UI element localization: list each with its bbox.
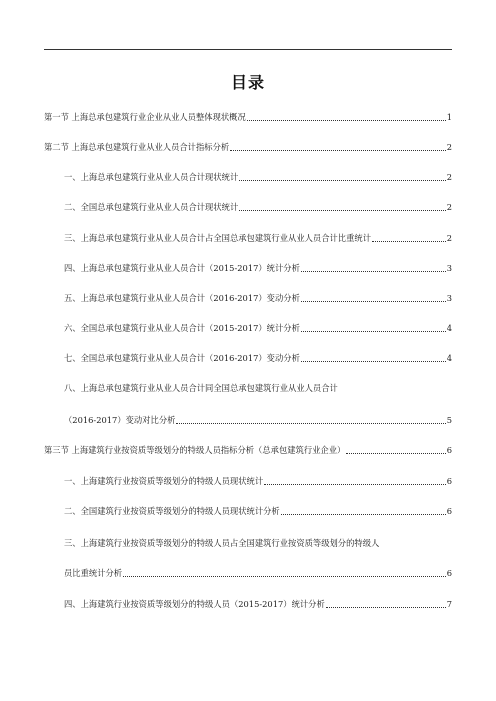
toc-entry-label: 二、全国总承包建筑行业从业人员合计现状统计 — [64, 202, 239, 212]
leader-dots — [372, 241, 446, 242]
toc-entry-page: 5 — [446, 415, 452, 425]
toc-entry-label: 三、上海总承包建筑行业从业人员合计占全国总承包建筑行业从业人员合计比重统计 — [64, 233, 371, 243]
toc-entry-2-8[interactable] — [64, 413, 452, 427]
toc-entry-page: 4 — [446, 323, 452, 333]
toc-entry-label: 四、上海总承包建筑行业从业人员合计（2015-2017）统计分析 — [64, 263, 300, 273]
toc-entry-3-2[interactable] — [64, 504, 452, 518]
leader-dots — [301, 331, 446, 332]
toc-entry-2-4[interactable] — [64, 261, 452, 275]
leader-dots — [301, 361, 446, 362]
leader-dots — [230, 150, 446, 151]
toc-entry-2-6[interactable] — [64, 321, 452, 335]
leader-dots — [326, 607, 446, 608]
toc-entry-2-5[interactable] — [64, 291, 452, 305]
toc-entry-3-1[interactable] — [64, 474, 452, 488]
toc-entry-page: 6 — [446, 476, 452, 486]
leader-dots — [239, 210, 445, 211]
toc-entry-label: 一、上海总承包建筑行业从业人员合计现状统计 — [64, 172, 239, 182]
toc-entry-page: 2 — [446, 202, 452, 212]
toc-entry-2-8-line1[interactable]: 八、上海总承包建筑行业从业人员合计同全国总承包建筑行业从业人员合计 — [64, 383, 338, 393]
toc-entry-page: 6 — [446, 568, 452, 578]
toc-entry-2-1[interactable] — [64, 170, 452, 184]
toc-entry-label: 四、上海建筑行业按资质等级划分的特级人员（2015-2017）统计分析 — [64, 599, 325, 609]
toc-entry-page: 2 — [446, 142, 452, 152]
toc-entry-page: 3 — [446, 263, 452, 273]
toc-entry-page: 2 — [446, 233, 452, 243]
toc-entry-section-3[interactable] — [44, 443, 452, 457]
toc-entry-page: 6 — [446, 445, 452, 455]
toc-entry-2-2[interactable] — [64, 200, 452, 214]
toc-entry-page: 1 — [446, 112, 452, 122]
toc-entry-page: 4 — [446, 353, 452, 363]
toc-entry-label: 六、全国总承包建筑行业从业人员合计（2015-2017）统计分析 — [64, 323, 300, 333]
leader-dots — [264, 484, 446, 485]
toc-entry-label: 七、全国总承包建筑行业从业人员合计（2016-2017）变动分析 — [64, 353, 300, 363]
toc-entry-page: 3 — [446, 293, 452, 303]
toc-title: 目录 — [230, 73, 265, 92]
toc-entry-section-2[interactable] — [44, 140, 452, 154]
toc-entry-label: 员比重统计分析 — [64, 568, 123, 578]
toc-entry-page: 2 — [446, 172, 452, 182]
toc-entry-label: 一、上海建筑行业按资质等级划分的特级人员现状统计 — [64, 476, 264, 486]
toc-entry-section-1[interactable] — [44, 110, 452, 124]
leader-dots — [281, 514, 446, 515]
leader-dots — [301, 301, 446, 302]
leader-dots — [239, 180, 445, 181]
toc-entry-label: （2016-2017）变动对比分析 — [64, 415, 176, 425]
toc-entry-3-3[interactable] — [64, 566, 452, 580]
toc-entry-label: 第三节 上海建筑行业按资质等级划分的特级人员指标分析（总承包建筑行业企业） — [44, 445, 346, 455]
header-rule — [44, 49, 452, 50]
toc-entry-3-4[interactable] — [64, 597, 452, 611]
leader-dots — [123, 576, 446, 577]
toc-entry-page: 6 — [446, 506, 452, 516]
leader-dots — [176, 423, 445, 424]
toc-entry-label: 第一节 上海总承包建筑行业企业从业人员整体现状概况 — [44, 112, 246, 122]
toc-entry-label: 二、全国建筑行业按资质等级划分的特级人员现状统计分析 — [64, 506, 280, 516]
toc-entry-page: 7 — [446, 599, 452, 609]
toc-entry-2-3[interactable] — [64, 231, 452, 245]
leader-dots — [247, 120, 446, 121]
toc-entry-label: 第二节 上海总承包建筑行业从业人员合计指标分析 — [44, 142, 230, 152]
toc-entry-2-7[interactable] — [64, 351, 452, 365]
toc-entry-3-3-line1[interactable]: 三、上海建筑行业按资质等级划分的特级人员占全国建筑行业按资质等级划分的特级人 — [64, 538, 380, 548]
toc-entry-label: 五、上海总承包建筑行业从业人员合计（2016-2017）变动分析 — [64, 293, 300, 303]
leader-dots — [301, 271, 446, 272]
leader-dots — [346, 453, 445, 454]
